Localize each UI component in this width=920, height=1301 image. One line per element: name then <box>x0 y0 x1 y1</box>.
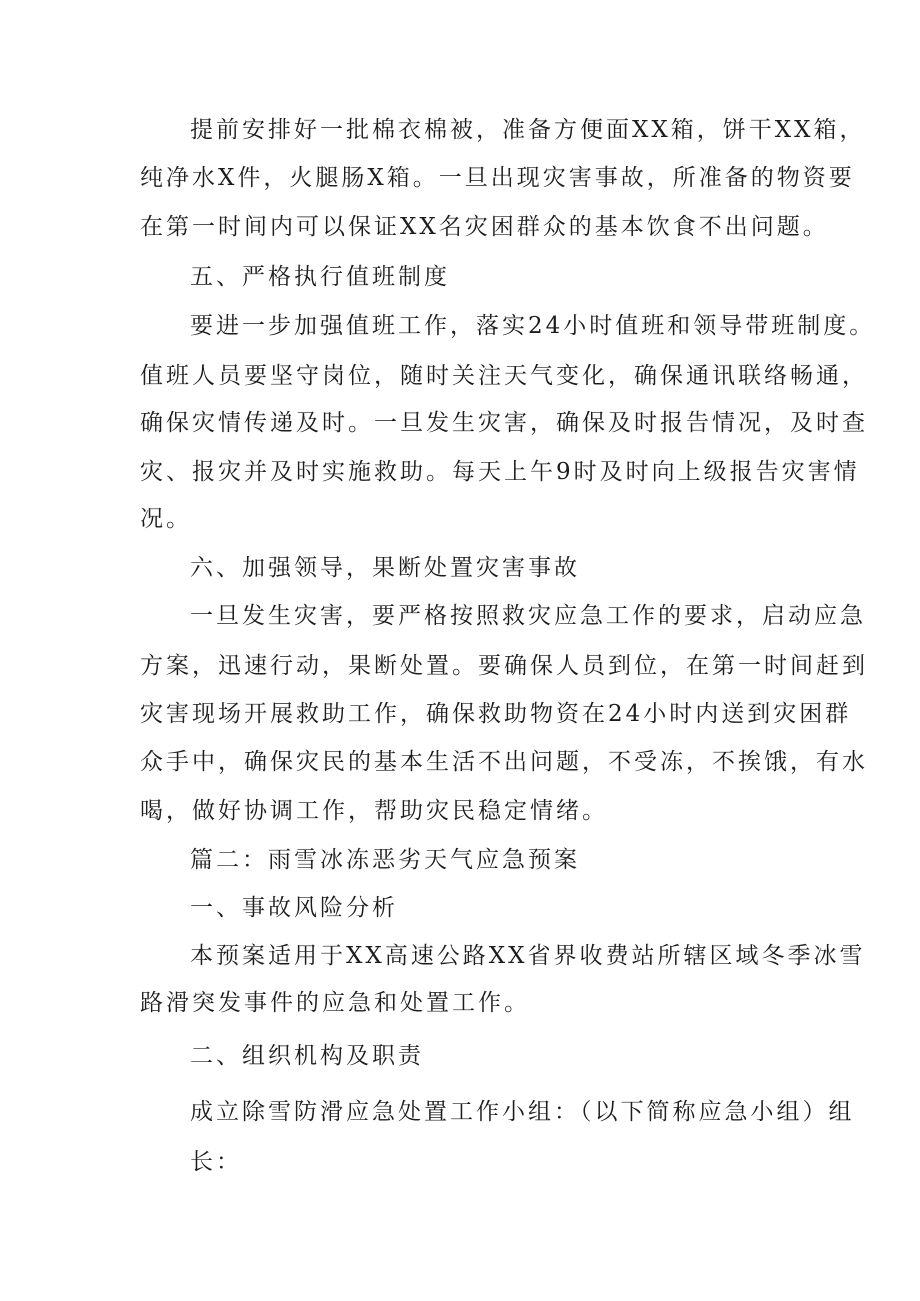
text-line: 路滑突发事件的应急和处置工作。 <box>140 990 530 1016</box>
text-line: 灾、报灾并及时实施救助。每天上午9时及时向上级报告灾害情 <box>140 459 860 485</box>
text-line: 众手中，确保灾民的基本生活不出问题，不受冻，不挨饿，有水 <box>140 749 868 775</box>
text-line: 长： <box>190 1149 242 1175</box>
text-line: 在第一时间内可以保证XX名灾困群众的基本饮食不出问题。 <box>140 214 829 240</box>
section-heading: 五、严格执行值班制度 <box>190 264 450 290</box>
section-heading: 二、组织机构及职责 <box>190 1043 424 1069</box>
article-title: 篇二：雨雪冰冻恶劣天气应急预案 <box>190 847 580 873</box>
text-line: 成立除雪防滑应急处置工作小组：（以下简称应急小组）组 <box>190 1099 855 1125</box>
section-heading: 六、加强领导，果断处置灾害事故 <box>190 555 580 581</box>
text-line: 灾害现场开展救助工作，确保救助物资在24小时内送到灾困群 <box>140 701 852 727</box>
text-line: 一旦发生灾害，要严格按照救灾应急工作的要求，启动应急 <box>190 603 866 629</box>
text-line: 喝，做好协调工作，帮助灾民稳定情绪。 <box>140 798 608 824</box>
text-line: 方案，迅速行动，果断处置。要确保人员到位，在第一时间赶到 <box>140 653 868 679</box>
text-line: 确保灾情传递及时。一旦发生灾害，确保及时报告情况，及时查 <box>140 410 868 436</box>
text-line: 提前安排好一批棉衣棉被，准备方便面XX箱，饼干XX箱， <box>190 117 866 143</box>
text-line: 况。 <box>140 506 192 532</box>
text-line: 本预案适用于XX高速公路XX省界收费站所辖区域冬季冰雪 <box>190 943 866 969</box>
section-heading: 一、事故风险分析 <box>190 895 398 921</box>
text-line: 值班人员要坚守岗位，随时关注天气变化，确保通讯联络畅通， <box>140 363 868 389</box>
text-line: 纯净水X件，火腿肠X箱。一旦出现灾害事故，所准备的物资要 <box>140 165 855 191</box>
text-line: 要进一步加强值班工作，落实24小时值班和领导带班制度。 <box>190 313 876 339</box>
